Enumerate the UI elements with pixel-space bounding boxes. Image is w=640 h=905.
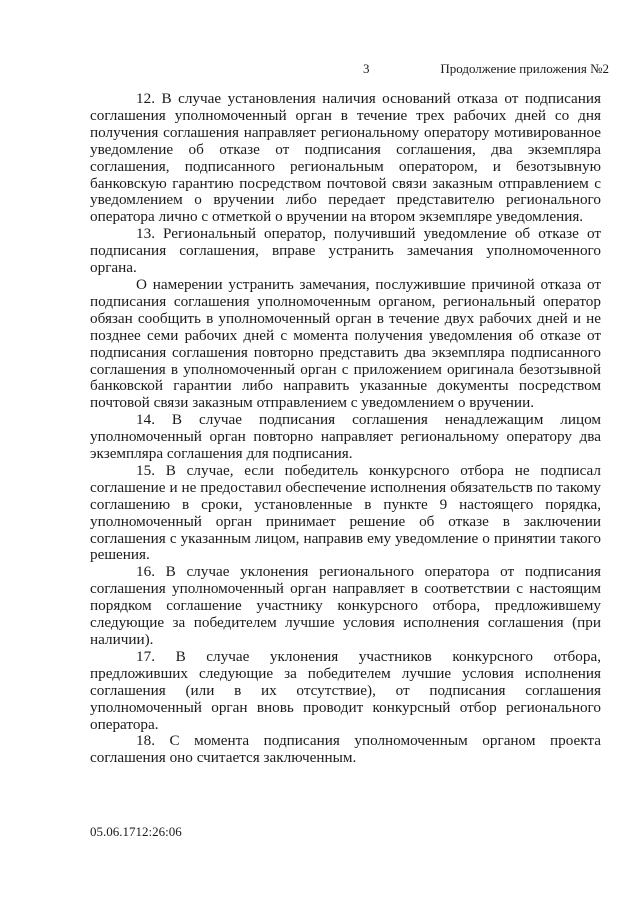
paragraph-12: 12. В случае установления наличия оснований отказа от подписания соглашения уполномоченный орган в течение трех рабочих дней со дня получения соглашения направляет региональному оператору мотивированное уведомление об отказе от подписания соглашения, два экземпляра соглашения, подписанного региональным оператором, и безотзывную банковскую гарантию посредством почтовой связи заказным отправлением с уведомлением о вручении либо передает представителю регионального оператора лично с отметкой о вручении на втором экземпляре уведомления.	[90, 90, 601, 226]
page-caption: Продолжение приложения №2	[440, 61, 609, 76]
paragraph-17: 17. В случае уклонения участников конкурсного отбора, предложивших следующие за победителем лучшие условия исполнения соглашения (или в их отсутствие), от подписания соглашения уполномоченный орган вновь проводит конкурсный отбор регионального оператора.	[90, 647, 601, 733]
paragraph-16: 16. В случае уклонения регионального оператора от подписания соглашения уполномоченный орган направляет в соответствии с настоящим порядком соглашение участнику конкурсного отбора, предложившему следующие за победителем лучшие условия исполнения соглашения (при наличии).	[90, 563, 601, 648]
paragraph-13-continued: О намерении устранить замечания, послужившие причиной отказа от подписания соглашения уполномоченным органом, региональный оператор обязан сообщить в уполномоченный орган в течение двух рабочих дней и не позднее семи рабочих дней с момента получения уведомления об отказе от подписания соглашения повторно представить два экземпляра подписанного соглашения в уполномоченный орган с приложением оригинала безотзывной банковской гарантии либо направить указанные документы посредством почтовой связи заказным отправлением с уведомлением о вручении.	[90, 275, 601, 412]
paragraph-14: 14. В случае подписания соглашения ненадлежащим лицом уполномоченный орган повторно направляет региональному оператору два экземпляра соглашения для подписания.	[90, 411, 601, 463]
paragraph-18: 18. С момента подписания уполномоченным органом проекта соглашения оно считается заключенным.	[90, 732, 601, 767]
paragraph-13: 13. Региональный оператор, получивший уведомление об отказе от подписания соглашения, вправе устранить замечания уполномоченного органа.	[90, 225, 601, 277]
document-timestamp: 05.06.1712:26:06	[90, 824, 182, 839]
page-number: 3	[363, 61, 370, 76]
document-body	[90, 91, 601, 767]
paragraph-15: 15. В случае, если победитель конкурсного отбора не подписал соглашение и не предоставил обеспечение исполнения обязательств по такому соглашению в сроки, установленные в пункте 9 настоящего порядка, уполномоченный орган принимает решение об отказе в заключении соглашения с указанным лицом, направив ему уведомление о принятии такого решения.	[90, 461, 601, 564]
